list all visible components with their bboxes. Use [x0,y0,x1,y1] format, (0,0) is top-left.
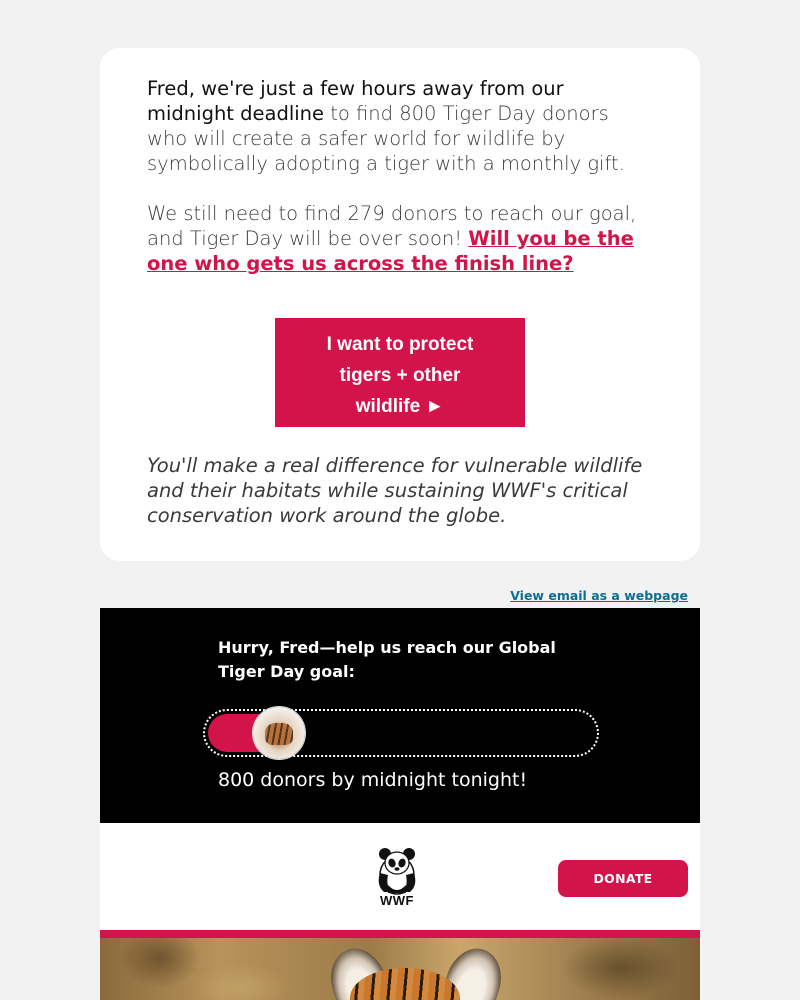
banner-title: Hurry, Fred—help us reach our Global Tiger Day goal: [218,638,556,681]
finish-line-link[interactable]: Will you be the one who gets us across the finish line? [147,227,634,275]
cta-wrapper [147,318,653,427]
goal-banner [100,608,700,823]
banner-subtitle: 800 donors by midnight tonight! [218,769,528,791]
intro-rest: to find 800 Tiger Day donors who will create a safer world for wildlife by symbolically adopting a tiger with a monthly gift. [147,102,625,175]
tiger-hero-image [100,938,700,1000]
tiger-progress-icon [253,707,305,759]
view-as-webpage-link[interactable]: View email as a webpage [510,588,688,603]
intro-lead: Fred, we're just a few hours away from our midnight deadline [147,77,564,125]
tiger-cub-image [265,723,293,745]
cta-line-1: I want to protect [326,334,474,355]
cta-line-2: tigers + other [339,365,461,386]
goal-paragraph [147,201,653,276]
closing-paragraph: You'll make a real difference for vulnerable wildlife and their habitats while sustaining WWF's critical conservation work around the globe. [147,454,643,527]
protect-tigers-button[interactable] [275,318,525,427]
panda-icon [374,845,420,895]
donate-button[interactable]: DONATE [558,860,688,897]
message-card [100,48,700,561]
email-header [100,823,700,930]
donor-progress-bar [203,709,599,757]
intro-paragraph [147,76,653,176]
goal-text: We still need to find 279 donors to reach our goal, and Tiger Day will be over soon! [147,202,637,250]
wwf-logo[interactable] [374,845,420,909]
header-divider [100,930,700,938]
cta-line-3: wildlife ► [355,396,445,417]
logo-text: WWF [380,893,414,908]
